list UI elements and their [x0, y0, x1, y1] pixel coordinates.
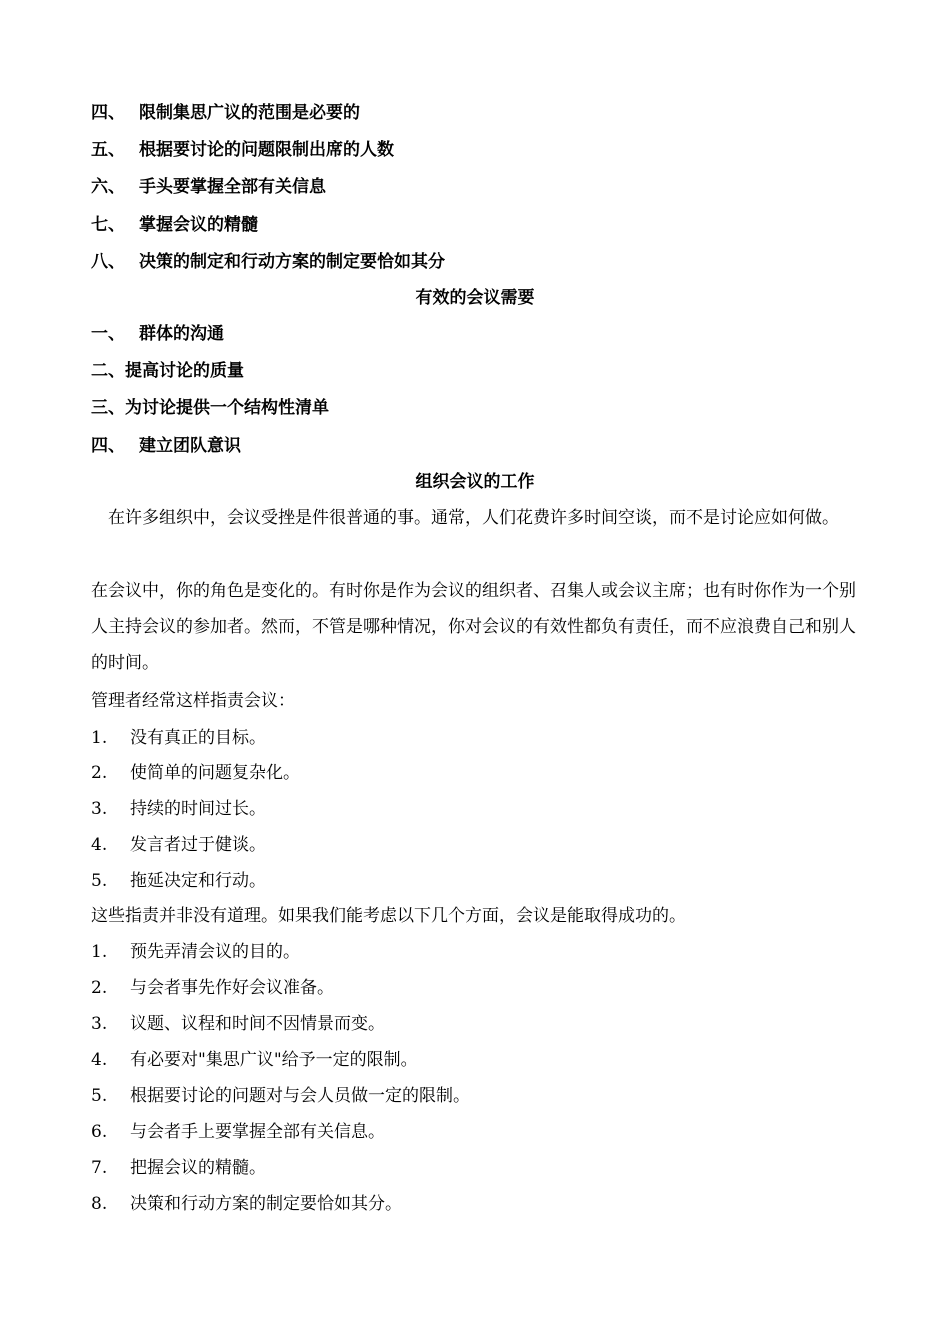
list-text: 与会者手上要掌握全部有关信息。	[130, 1122, 385, 1142]
list-marker: 5.	[91, 1086, 108, 1106]
list-marker: 1.	[91, 942, 108, 962]
section-heading: 有效的会议需要	[415, 288, 535, 308]
list-marker: 2.	[91, 763, 108, 783]
list-text: 决策的制定和行动方案的制定要恰如其分	[139, 252, 445, 272]
list-marker: 3.	[91, 799, 108, 819]
list-marker: 6.	[91, 1122, 108, 1142]
list-item	[91, 1049, 418, 1071]
list-marker: 六、	[91, 177, 125, 197]
list-item	[91, 1121, 385, 1143]
list-item	[91, 834, 266, 856]
list-text: 持续的时间过长。	[130, 799, 266, 819]
list-text: 拖延决定和行动。	[130, 871, 266, 891]
list-marker: 八、	[91, 252, 125, 272]
list-marker: 3.	[91, 1014, 108, 1034]
paragraph: 在会议中，你的角色是变化的。有时你是作为会议的组织者、召集人或会议主席；也有时你作为一个别人主持会议的参加者。然而，不管是哪种情况，你对会议的有效性都负有责任，而不应浪费自己和别人的时间。	[91, 581, 856, 673]
list-item	[91, 870, 266, 892]
list-text: 限制集思广议的范围是必要的	[139, 103, 360, 123]
list-item	[91, 102, 360, 124]
list-text: 二、提高讨论的质量	[91, 361, 244, 381]
list-text: 三、为讨论提供一个结构性清单	[91, 398, 329, 418]
list-text: 与会者事先作好会议准备。	[130, 978, 334, 998]
list-item	[91, 1157, 266, 1179]
list-text: 使简单的问题复杂化。	[130, 763, 300, 783]
list-marker: 2.	[91, 978, 108, 998]
list-text: 根据要讨论的问题对与会人员做一定的限制。	[130, 1086, 470, 1106]
list-marker: 7.	[91, 1158, 108, 1178]
list-marker: 七、	[91, 215, 125, 235]
list-item	[91, 323, 224, 345]
paragraph: 在许多组织中，会议受挫是件很普通的事。通常，人们花费许多时间空谈，而不是讨论应如何做。	[108, 508, 839, 528]
list-item	[91, 1085, 470, 1107]
list-text: 根据要讨论的问题限制出席的人数	[139, 140, 394, 160]
list-item	[91, 435, 241, 457]
list-item	[91, 941, 300, 963]
section-heading: 组织会议的工作	[415, 472, 535, 492]
list-marker: 4.	[91, 835, 108, 855]
paragraph: 管理者经常这样指责会议：	[91, 691, 295, 711]
list-marker: 8.	[91, 1194, 108, 1214]
list-item	[91, 360, 244, 382]
list-item	[91, 1193, 402, 1215]
list-text: 把握会议的精髓。	[130, 1158, 266, 1178]
list-text: 没有真正的目标。	[130, 728, 266, 748]
list-text: 手头要掌握全部有关信息	[139, 177, 326, 197]
list-text: 议题、议程和时间不因情景而变。	[130, 1014, 385, 1034]
list-item	[91, 214, 258, 236]
list-item	[91, 251, 445, 273]
list-marker: 五、	[91, 140, 125, 160]
list-text: 掌握会议的精髓	[139, 215, 258, 235]
list-text: 预先弄清会议的目的。	[130, 942, 300, 962]
list-item	[91, 1013, 385, 1035]
list-marker: 1.	[91, 728, 108, 748]
list-item	[91, 176, 326, 198]
list-text: 建立团队意识	[139, 436, 241, 456]
list-item	[91, 397, 329, 419]
list-text: 群体的沟通	[139, 324, 224, 344]
list-marker: 四、	[91, 103, 125, 123]
list-item	[91, 977, 334, 999]
list-text: 有必要对"集思广议"给予一定的限制。	[130, 1050, 418, 1070]
paragraph: 这些指责并非没有道理。如果我们能考虑以下几个方面，会议是能取得成功的。	[91, 906, 686, 926]
list-item	[91, 798, 266, 820]
list-text: 决策和行动方案的制定要恰如其分。	[130, 1194, 402, 1214]
list-item	[91, 762, 300, 784]
list-item	[91, 139, 394, 161]
list-marker: 一、	[91, 324, 125, 344]
list-marker: 4.	[91, 1050, 108, 1070]
list-text: 发言者过于健谈。	[130, 835, 266, 855]
list-marker: 5.	[91, 871, 108, 891]
list-marker: 四、	[91, 436, 125, 456]
list-item	[91, 727, 266, 749]
